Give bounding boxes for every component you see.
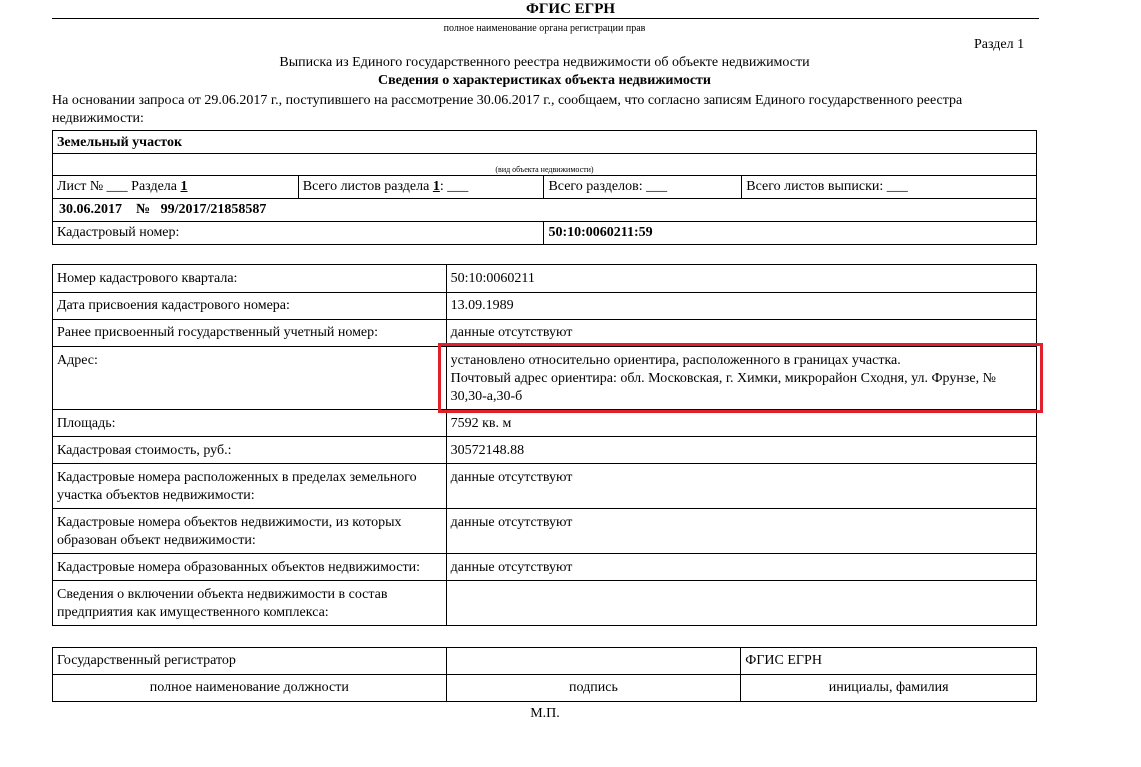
detail-label: Площадь: [53,410,447,437]
detail-row [53,464,1037,509]
stamp-place: М.П. [530,706,560,721]
detail-row [53,581,1037,626]
signature-field [446,648,741,675]
section-label: Раздел 1 [974,37,1025,52]
header-rule [52,18,1039,19]
extract-number: 99/2017/21858587 [160,202,267,217]
registrar-position: Государственный регистратор [53,648,447,675]
address-line-2: Почтовый адрес ориентира: обл. Московская, г. Химки, микрорайон Сходня, ул. Фрунзе, № 30,30-а,30-б [450,371,996,404]
total-sheets-cell [298,176,544,199]
detail-row [53,554,1037,581]
sheet-label: Лист № ___ Раздела [57,179,177,194]
cadastral-label: Кадастровый номер: [53,222,544,245]
object-type: Земельный участок [53,131,1037,154]
doc-title: Выписка из Единого государственного реестра недвижимости об объекте недвижимости [279,55,810,70]
org-caption: полное наименование органа регистрации прав [443,23,646,34]
detail-value [446,581,1036,626]
doc-subtitle: Сведения о характеристиках объекта недвижимости [378,73,711,88]
address-line-1: установлено относительно ориентира, расположенного в границах участка. [450,353,901,368]
detail-value: данные отсутствуют [446,509,1036,554]
object-type-caption: (вид объекта недвижимости) [53,154,1037,176]
detail-label: Кадастровые номера расположенных в пределах земельного участка объектов недвижимости: [53,464,447,509]
total-sheets-num: 1 [432,179,440,194]
detail-row [53,410,1037,437]
signature-table [52,647,1037,702]
signature-caption: подпись [446,675,741,702]
detail-value: 7592 кв. м [446,410,1036,437]
detail-label: Кадастровые номера объектов недвижимости, из которых образован объект недвижимости: [53,509,447,554]
intro-text: На основании запроса от 29.06.2017 г., поступившего на рассмотрение 30.06.2017 г., сообщаем, что согласно записям Единого государственного реестра недвижимости: [52,93,963,126]
details-table [52,264,1037,626]
detail-row [53,509,1037,554]
name-caption: инициалы, фамилия [741,675,1037,702]
position-caption: полное наименование должности [53,675,447,702]
detail-label: Кадастровые номера образованных объектов недвижимости: [53,554,447,581]
detail-value: данные отсутствуют [446,464,1036,509]
extract-date: 30.06.2017 [59,202,122,217]
detail-row [53,265,1037,293]
detail-value: 30572148.88 [446,437,1036,464]
detail-value: 50:10:0060211 [446,265,1036,293]
registrar-name: ФГИС ЕГРН [741,648,1037,675]
detail-label: Дата присвоения кадастрового номера: [53,293,447,320]
detail-label: Номер кадастрового квартала: [53,265,447,293]
date-number-cell [53,199,1037,222]
detail-row [53,293,1037,320]
object-table [52,130,1037,245]
total-sheets-label: Всего листов раздела [302,179,430,194]
total-sheets-tail: : ___ [439,179,469,194]
address-value [446,347,1036,410]
cadastral-value: 50:10:0060211:59 [544,222,1037,245]
detail-row [53,320,1037,347]
detail-row [53,437,1037,464]
org-title: ФГИС ЕГРН [525,1,616,17]
sheet-cell [53,176,299,199]
detail-value: 13.09.1989 [446,293,1036,320]
number-sign: № [136,202,151,217]
sheet-section-num: 1 [180,179,188,194]
detail-row-address [53,347,1037,410]
total-extract-sheets: Всего листов выписки: ___ [742,176,1037,199]
total-sections: Всего разделов: ___ [544,176,742,199]
detail-value: данные отсутствуют [446,320,1036,347]
detail-label: Сведения о включении объекта недвижимости в состав предприятия как имущественного комплекса: [53,581,447,626]
detail-label: Адрес: [53,347,447,410]
detail-value: данные отсутствуют [446,554,1036,581]
detail-label: Ранее присвоенный государственный учетный номер: [53,320,447,347]
detail-label: Кадастровая стоимость, руб.: [53,437,447,464]
